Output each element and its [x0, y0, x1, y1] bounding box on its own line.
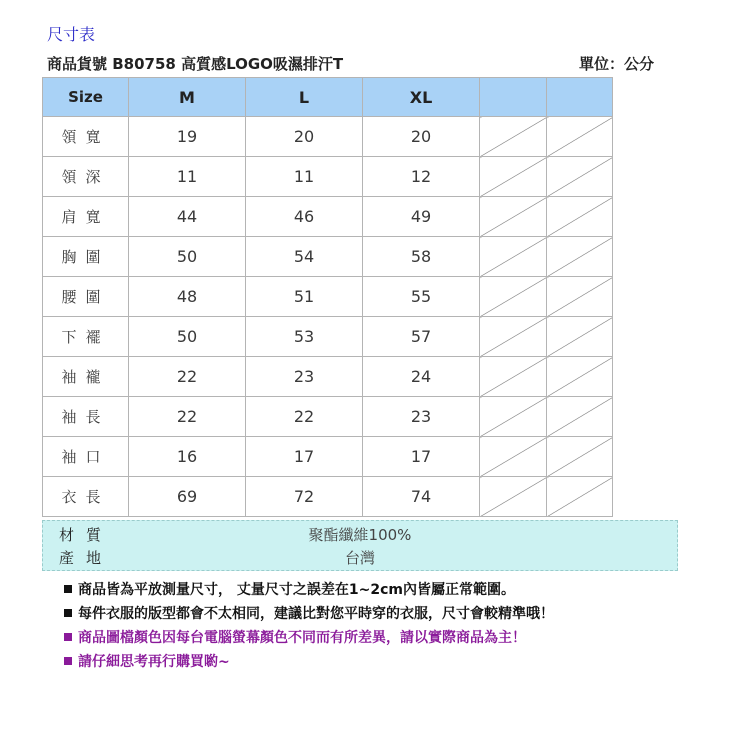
cell-m: 44 [129, 197, 246, 237]
row-label: 領寬 [43, 117, 129, 157]
table-row [43, 197, 613, 237]
note-text: 請仔細思考再行購買喲~ [78, 654, 230, 670]
empty-cell [547, 157, 613, 197]
row-label: 袖襱 [43, 357, 129, 397]
product-name: 商品貨號 B80758 高質感LOGO吸濕排汗T [47, 55, 344, 73]
cell-xl: 17 [363, 437, 480, 477]
cell-m: 22 [129, 397, 246, 437]
cell-m: 11 [129, 157, 246, 197]
cell-l: 17 [246, 437, 363, 477]
material-value: 聚酯纖維100% [308, 526, 412, 544]
cell-l: 23 [246, 357, 363, 397]
row-label: 衣長 [43, 477, 129, 517]
table-row [43, 117, 613, 157]
header-l: L [246, 78, 363, 117]
material-panel [42, 520, 678, 571]
notes-list [64, 578, 554, 674]
header-xl: XL [363, 78, 480, 117]
empty-cell [480, 317, 547, 357]
origin-row [43, 547, 677, 571]
cell-l: 72 [246, 477, 363, 517]
header-empty-2 [547, 78, 613, 117]
material-row [43, 524, 677, 548]
note-text: 每件衣服的版型都會不太相同，建議比對您平時穿的衣服，尺寸會較精準哦！ [78, 606, 554, 622]
cell-l: 53 [246, 317, 363, 357]
cell-m: 19 [129, 117, 246, 157]
note-item [64, 650, 554, 674]
cell-l: 46 [246, 197, 363, 237]
cell-xl: 12 [363, 157, 480, 197]
note-item [64, 578, 554, 602]
cell-xl: 49 [363, 197, 480, 237]
material-label: 材質 [59, 526, 114, 544]
row-label: 胸圍 [43, 237, 129, 277]
square-bullet-icon [64, 585, 72, 593]
empty-cell [547, 117, 613, 157]
cell-xl: 57 [363, 317, 480, 357]
row-label: 下襬 [43, 317, 129, 357]
empty-cell [547, 477, 613, 517]
table-row [43, 277, 613, 317]
empty-cell [480, 437, 547, 477]
table-header-row [43, 78, 613, 117]
note-text: 商品圖檔顏色因每台電腦螢幕顏色不同而有所差異，請以實際商品為主！ [78, 630, 526, 646]
empty-cell [480, 397, 547, 437]
square-bullet-icon [64, 609, 72, 617]
header-size: Size [43, 78, 129, 117]
table-row [43, 317, 613, 357]
cell-m: 69 [129, 477, 246, 517]
cell-m: 50 [129, 237, 246, 277]
cell-l: 20 [246, 117, 363, 157]
cell-m: 22 [129, 357, 246, 397]
empty-cell [480, 477, 547, 517]
note-text: 商品皆為平放測量尺寸， 丈量尺寸之誤差在1~2cm內皆屬正常範圍。 [78, 582, 515, 598]
cell-xl: 23 [363, 397, 480, 437]
row-label: 領深 [43, 157, 129, 197]
table-row [43, 237, 613, 277]
square-bullet-icon [64, 633, 72, 641]
cell-m: 50 [129, 317, 246, 357]
header-empty-1 [480, 78, 547, 117]
empty-cell [480, 277, 547, 317]
table-row [43, 477, 613, 517]
empty-cell [547, 237, 613, 277]
table-row [43, 357, 613, 397]
cell-l: 22 [246, 397, 363, 437]
empty-cell [547, 437, 613, 477]
table-row [43, 157, 613, 197]
row-label: 腰圍 [43, 277, 129, 317]
cell-xl: 74 [363, 477, 480, 517]
empty-cell [547, 317, 613, 357]
origin-label: 產地 [59, 549, 114, 567]
note-item [64, 602, 554, 626]
cell-l: 51 [246, 277, 363, 317]
note-item [64, 626, 554, 650]
cell-l: 11 [246, 157, 363, 197]
empty-cell [480, 157, 547, 197]
origin-value: 台灣 [344, 549, 375, 567]
cell-m: 16 [129, 437, 246, 477]
empty-cell [480, 117, 547, 157]
empty-cell [480, 357, 547, 397]
row-label: 肩寬 [43, 197, 129, 237]
cell-l: 54 [246, 237, 363, 277]
square-bullet-icon [64, 657, 72, 665]
empty-cell [547, 397, 613, 437]
cell-xl: 24 [363, 357, 480, 397]
table-row [43, 437, 613, 477]
cell-xl: 55 [363, 277, 480, 317]
empty-cell [547, 197, 613, 237]
header-m: M [129, 78, 246, 117]
cell-xl: 20 [363, 117, 480, 157]
empty-cell [480, 237, 547, 277]
row-label: 袖長 [43, 397, 129, 437]
size-table [42, 77, 613, 517]
size-chart-title: 尺寸表 [47, 25, 96, 44]
empty-cell [547, 357, 613, 397]
row-label: 袖口 [43, 437, 129, 477]
empty-cell [480, 197, 547, 237]
unit-label: 單位：公分 [579, 55, 655, 73]
cell-xl: 58 [363, 237, 480, 277]
table-row [43, 397, 613, 437]
cell-m: 48 [129, 277, 246, 317]
empty-cell [547, 277, 613, 317]
